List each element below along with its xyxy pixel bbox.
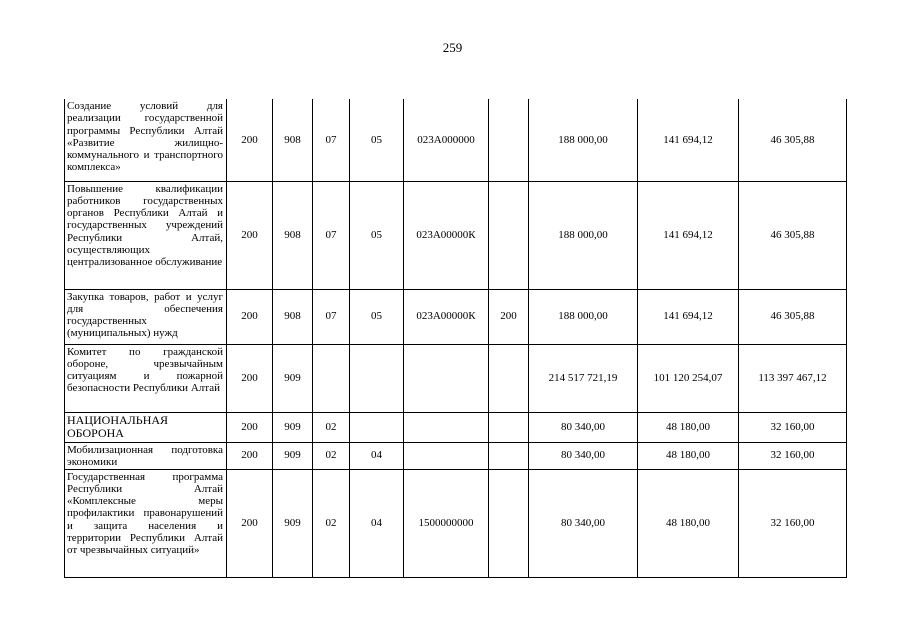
table-row: [65, 181, 847, 289]
cell-sum1: 80 340,00: [529, 469, 638, 577]
cell-ved: 908: [273, 289, 313, 344]
table-row: [65, 99, 847, 181]
cell-rz: 07: [313, 99, 350, 181]
cell-ved: 909: [273, 344, 313, 412]
cell-sum2: 48 180,00: [638, 469, 739, 577]
cell-csr: [404, 344, 489, 412]
cell-vr: [489, 412, 529, 442]
cell-sum2: 141 694,12: [638, 289, 739, 344]
cell-adm: 200: [227, 181, 273, 289]
cell-pr: 04: [350, 469, 404, 577]
cell-pr: [350, 344, 404, 412]
cell-ved: 909: [273, 442, 313, 469]
cell-sum3: 113 397 467,12: [739, 344, 847, 412]
cell-pr: 05: [350, 99, 404, 181]
table-row: [65, 344, 847, 412]
cell-rz: 02: [313, 442, 350, 469]
cell-sum2: 141 694,12: [638, 99, 739, 181]
cell-adm: 200: [227, 289, 273, 344]
row-name: Комитет по гражданской обороне, чрезвычайным ситуациям и пожарной безопасности Республики Алтай: [65, 344, 227, 412]
cell-rz: 07: [313, 181, 350, 289]
table-row: [65, 442, 847, 469]
cell-vr: [489, 442, 529, 469]
cell-ved: 909: [273, 469, 313, 577]
row-name: НАЦИОНАЛЬНАЯ ОБОРОНА: [65, 412, 227, 442]
cell-vr: [489, 469, 529, 577]
cell-rz: 02: [313, 412, 350, 442]
cell-sum3: 46 305,88: [739, 289, 847, 344]
cell-csr: 023А000000: [404, 99, 489, 181]
cell-vr: [489, 99, 529, 181]
row-name: Государственная программа Республики Алтай «Комплексные меры профилактики правонарушений и защита населения и территории Республики Алтай от чрезвычайных ситуаций»: [65, 469, 227, 577]
cell-pr: 05: [350, 181, 404, 289]
row-name: Создание условий для реализации государственной программы Республики Алтай «Развитие жилищно-коммунального и транспортного комплекса»: [65, 99, 227, 181]
cell-vr: [489, 344, 529, 412]
cell-ved: 909: [273, 412, 313, 442]
cell-sum1: 214 517 721,19: [529, 344, 638, 412]
cell-sum2: 101 120 254,07: [638, 344, 739, 412]
table-row: [65, 289, 847, 344]
cell-sum1: 80 340,00: [529, 442, 638, 469]
cell-csr: [404, 442, 489, 469]
row-name: Повышение квалификации работников государственных органов Республики Алтай и государственных учреждений Республики Алтай, осуществляющих централизованное обслуживание: [65, 181, 227, 289]
cell-rz: [313, 344, 350, 412]
cell-sum1: 188 000,00: [529, 181, 638, 289]
cell-sum3: 46 305,88: [739, 181, 847, 289]
cell-sum2: 48 180,00: [638, 412, 739, 442]
cell-sum3: 32 160,00: [739, 412, 847, 442]
cell-adm: 200: [227, 469, 273, 577]
cell-csr: 023А00000К: [404, 289, 489, 344]
cell-csr: [404, 412, 489, 442]
cell-vr: [489, 181, 529, 289]
cell-sum2: 141 694,12: [638, 181, 739, 289]
row-name: Мобилизационная подготовка экономики: [65, 442, 227, 469]
page-number: 259: [442, 40, 463, 55]
cell-adm: 200: [227, 344, 273, 412]
cell-rz: 02: [313, 469, 350, 577]
cell-ved: 908: [273, 181, 313, 289]
cell-sum2: 48 180,00: [638, 442, 739, 469]
cell-adm: 200: [227, 442, 273, 469]
cell-pr: 05: [350, 289, 404, 344]
cell-csr: 1500000000: [404, 469, 489, 577]
cell-sum1: 188 000,00: [529, 289, 638, 344]
cell-sum3: 32 160,00: [739, 442, 847, 469]
cell-vr: 200: [489, 289, 529, 344]
cell-adm: 200: [227, 99, 273, 181]
cell-sum3: 32 160,00: [739, 469, 847, 577]
cell-adm: 200: [227, 412, 273, 442]
cell-pr: 04: [350, 442, 404, 469]
cell-ved: 908: [273, 99, 313, 181]
budget-table: [64, 99, 847, 578]
cell-sum3: 46 305,88: [739, 99, 847, 181]
cell-sum1: 188 000,00: [529, 99, 638, 181]
table-row: [65, 469, 847, 577]
cell-pr: [350, 412, 404, 442]
cell-csr: 023А00000К: [404, 181, 489, 289]
row-name: Закупка товаров, работ и услуг для обеспечения государственных (муниципальных) нужд: [65, 289, 227, 344]
cell-sum1: 80 340,00: [529, 412, 638, 442]
table-row: [65, 412, 847, 442]
cell-rz: 07: [313, 289, 350, 344]
